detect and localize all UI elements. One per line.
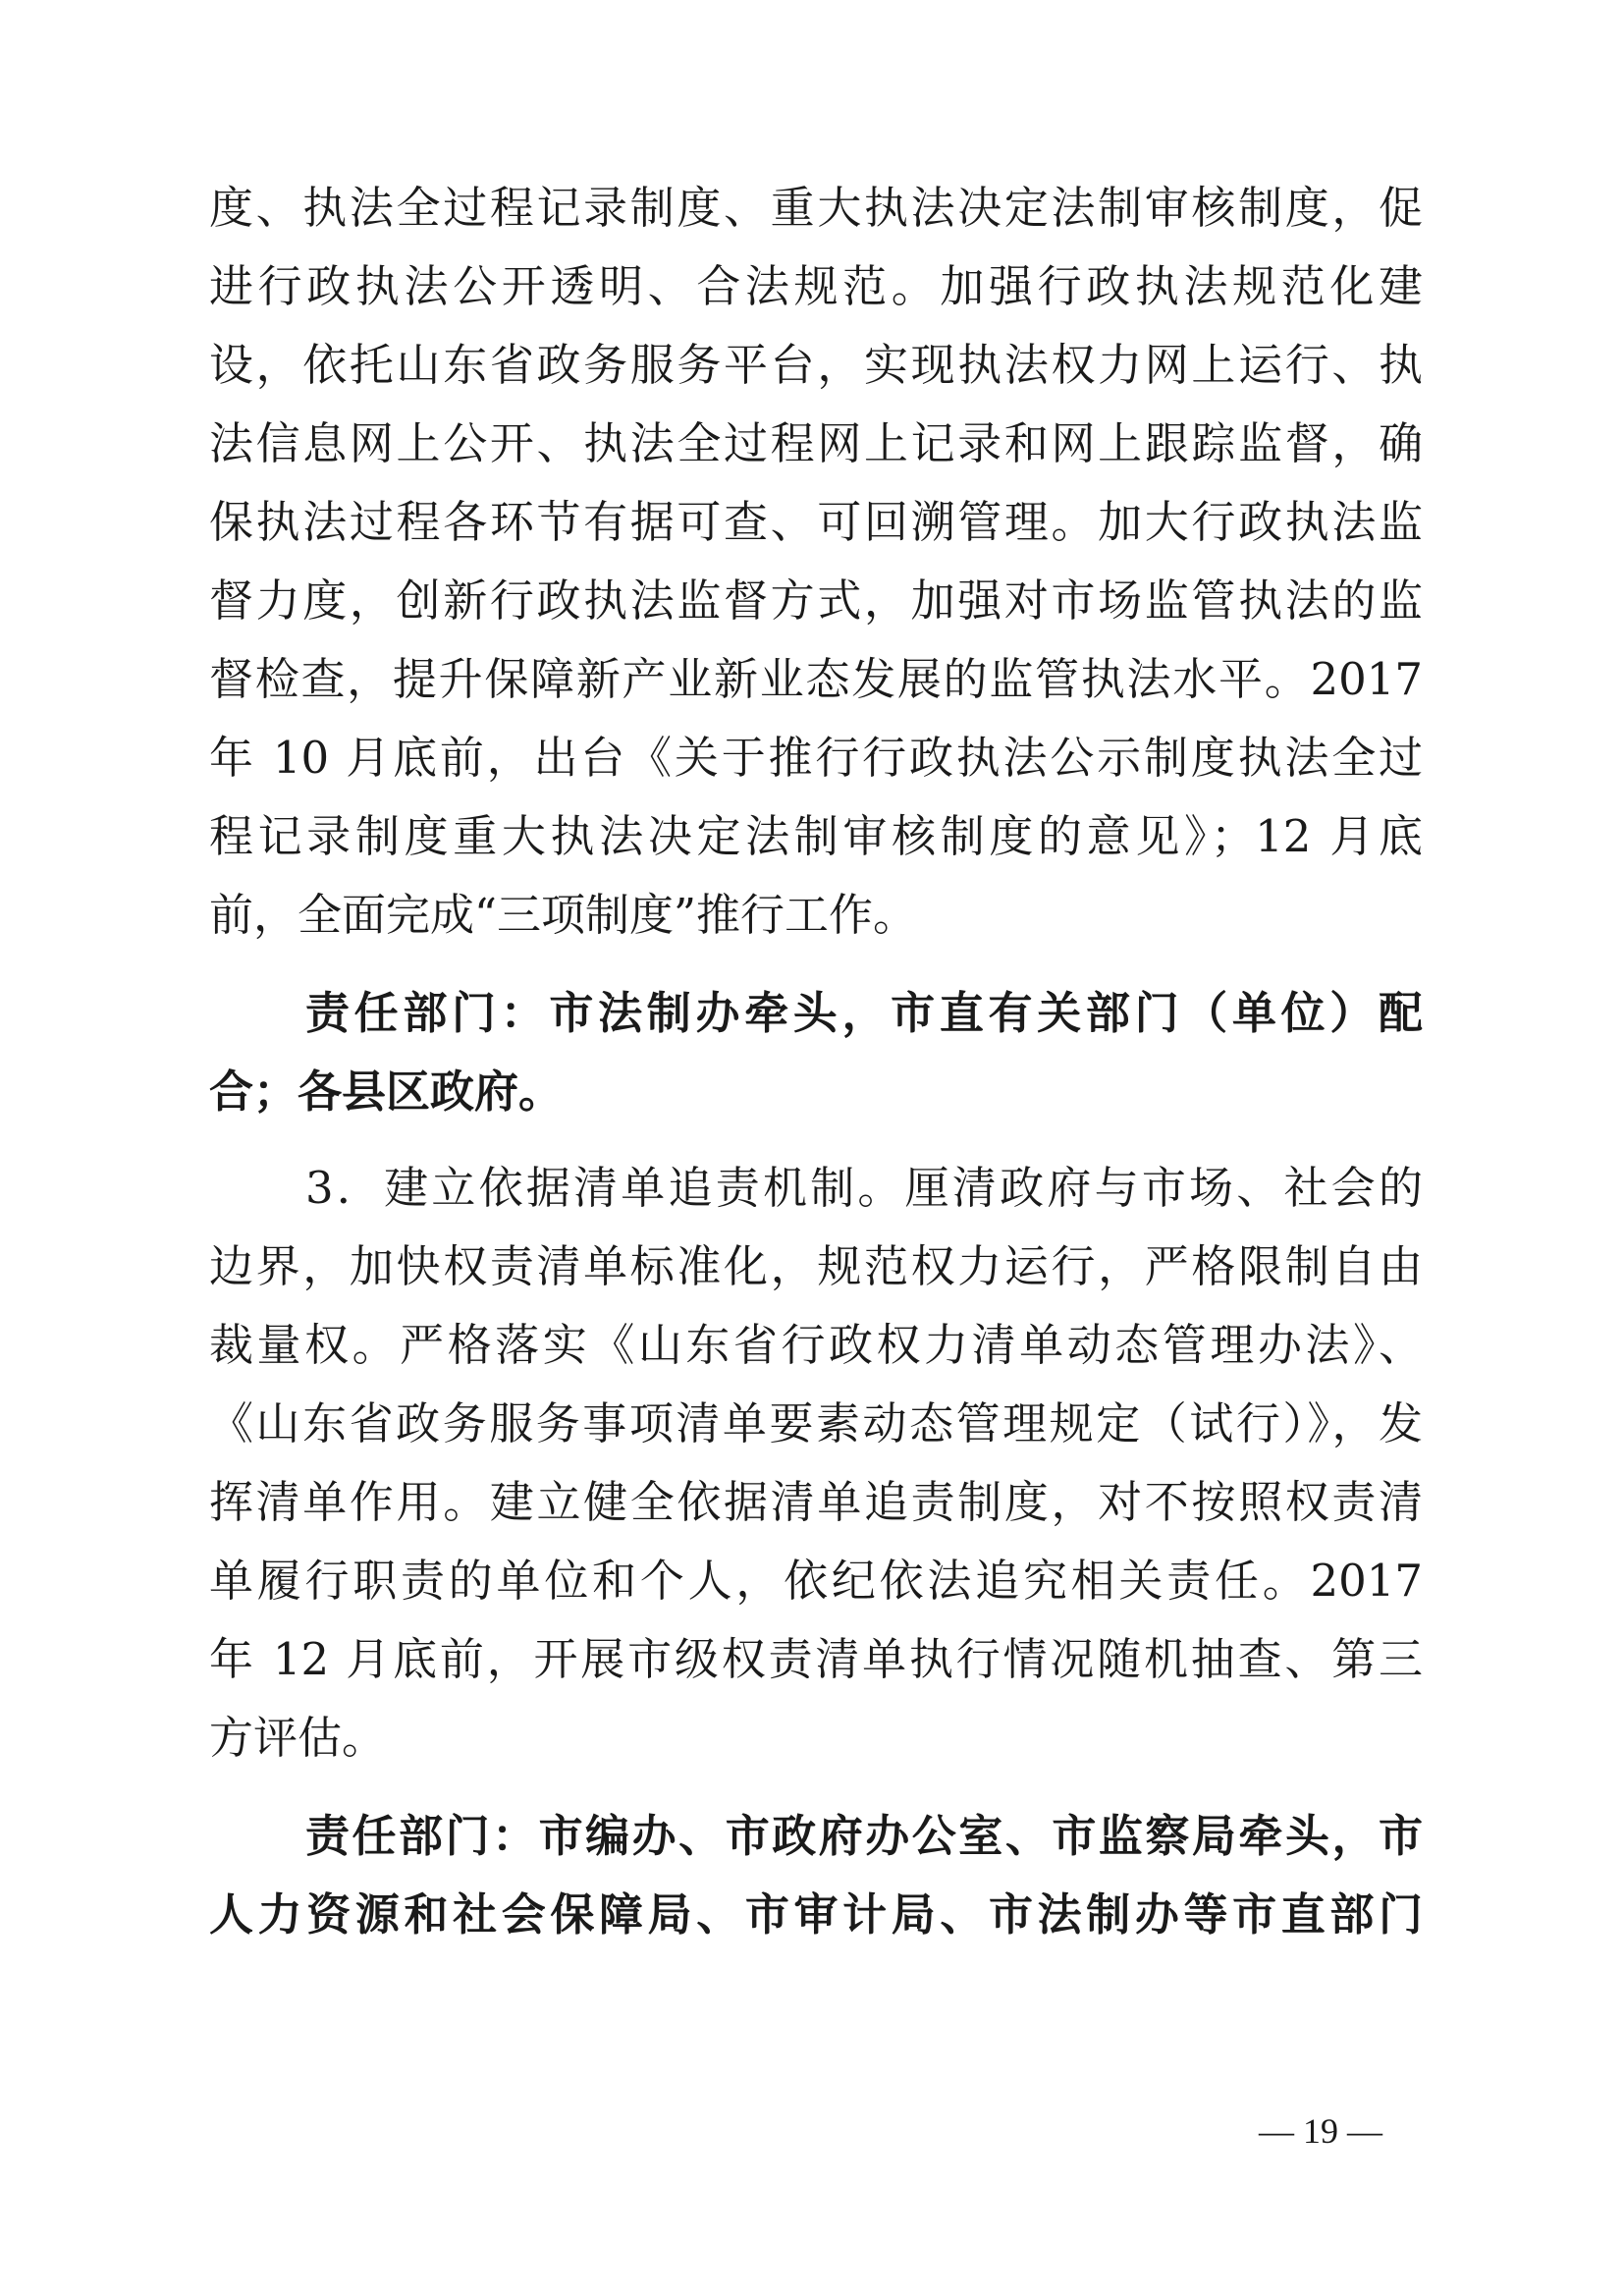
body-text-line: 挥清单作用。建立健全依据清单追责制度，对不按照权责清 — [209, 1476, 1423, 1528]
responsibility-line: 责任部门：市法制办牵头，市直有关部门（单位）配 — [305, 987, 1423, 1039]
responsibility-line: 人力资源和社会保障局、市审计局、市法制办等市直部门 — [209, 1888, 1423, 1941]
body-text-line: 3．建立依据清单追责机制。厘清政府与市场、社会的 — [305, 1162, 1423, 1214]
body-text-line: 进行政执法公开透明、合法规范。加强行政执法规范化建 — [209, 260, 1423, 312]
body-text-line: 法信息网上公开、执法全过程网上记录和网上跟踪监督，确 — [209, 417, 1423, 469]
body-text-line: 单履行职责的单位和个人，依纪依法追究相关责任。2017 — [209, 1555, 1423, 1607]
responsibility-line: 责任部门：市编办、市政府办公室、市监察局牵头，市 — [305, 1810, 1423, 1862]
body-text-line: 裁量权。严格落实《山东省行政权力清单动态管理办法》、 — [209, 1319, 1423, 1371]
body-text-line: 设，依托山东省政务服务平台，实现执法权力网上运行、执 — [209, 339, 1423, 391]
body-text-line: 度、执法全过程记录制度、重大执法决定法制审核制度，促 — [209, 182, 1423, 234]
body-text-line: 督检查，提升保障新产业新业态发展的监管执法水平。2017 — [209, 653, 1423, 705]
body-text-line: 年 10 月底前，出台《关于推行行政执法公示制度执法全过 — [209, 732, 1423, 784]
body-text-line: 方评估。 — [209, 1712, 387, 1764]
body-text-line: 年 12 月底前，开展市级权责清单执行情况随机抽查、第三 — [209, 1633, 1423, 1685]
body-text-line: 边界，加快权责清单标准化，规范权力运行，严格限制自由 — [209, 1240, 1423, 1292]
body-text-line: 《山东省政务服务事项清单要素动态管理规定（试行）》，发 — [209, 1397, 1423, 1449]
body-text-line: 程记录制度重大执法决定法制审核制度的意见》；12 月底 — [209, 810, 1423, 862]
responsibility-line: 合；各县区政府。 — [209, 1066, 564, 1118]
body-text-line: 督力度，创新行政执法监督方式，加强对市场监管执法的监 — [209, 574, 1423, 627]
page-number: — 19 — — [1259, 2111, 1382, 2151]
body-text-line: 前，全面完成“三项制度”推行工作。 — [209, 889, 918, 941]
body-text-line: 保执法过程各环节有据可查、可回溯管理。加大行政执法监 — [209, 496, 1423, 548]
